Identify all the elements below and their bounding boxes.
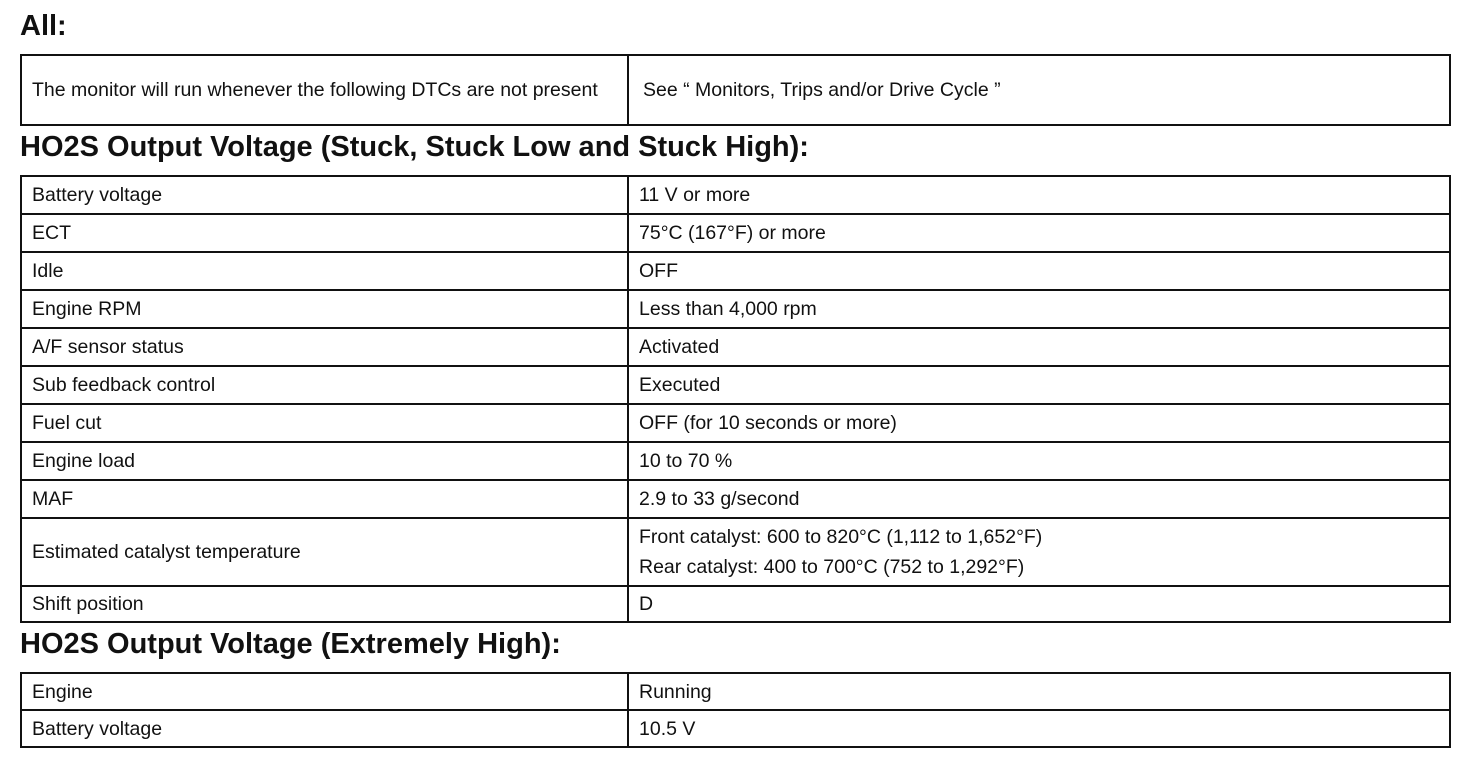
condition-label: ECT	[21, 214, 628, 252]
condition-label: Idle	[21, 252, 628, 290]
table-row	[21, 328, 1450, 366]
table-row	[21, 586, 1450, 622]
condition-value: 11 V or more	[628, 176, 1450, 214]
condition-value: OFF	[628, 252, 1450, 290]
condition-value: See “ Monitors, Trips and/or Drive Cycle ”	[628, 55, 1450, 125]
condition-value	[628, 518, 1450, 586]
condition-label: Shift position	[21, 586, 628, 622]
condition-label: Engine load	[21, 442, 628, 480]
condition-label: A/F sensor status	[21, 328, 628, 366]
table-row	[21, 252, 1450, 290]
condition-label: Engine RPM	[21, 290, 628, 328]
table-row	[21, 366, 1450, 404]
table-row	[21, 673, 1450, 710]
condition-value: 75°C (167°F) or more	[628, 214, 1450, 252]
condition-label: Estimated catalyst temperature	[21, 518, 628, 586]
table-row	[21, 214, 1450, 252]
condition-value: Less than 4,000 rpm	[628, 290, 1450, 328]
table-row	[21, 710, 1450, 747]
table-row	[21, 518, 1450, 586]
condition-label: Battery voltage	[21, 710, 628, 747]
condition-value: 10.5 V	[628, 710, 1450, 747]
table-row	[21, 404, 1450, 442]
table-row	[21, 176, 1450, 214]
table-row	[21, 480, 1450, 518]
section-title-all: All:	[20, 10, 67, 42]
condition-label: MAF	[21, 480, 628, 518]
condition-label: Fuel cut	[21, 404, 628, 442]
table-row	[21, 442, 1450, 480]
extremely-high-conditions-table	[20, 672, 1451, 748]
condition-label: Battery voltage	[21, 176, 628, 214]
front-catalyst-line: Front catalyst: 600 to 820°C (1,112 to 1,652°F)	[639, 526, 1043, 548]
condition-label: Sub feedback control	[21, 366, 628, 404]
condition-value: Activated	[628, 328, 1450, 366]
stuck-conditions-table	[20, 175, 1451, 623]
condition-value: Executed	[628, 366, 1450, 404]
rear-catalyst-line: Rear catalyst: 400 to 700°C (752 to 1,292°F)	[639, 556, 1025, 578]
condition-label: The monitor will run whenever the following DTCs are not present	[21, 55, 628, 125]
condition-value: 2.9 to 33 g/second	[628, 480, 1450, 518]
condition-label: Engine	[21, 673, 628, 710]
table-row	[21, 55, 1450, 125]
section-title-extremely-high: HO2S Output Voltage (Extremely High):	[20, 628, 561, 660]
condition-value: D	[628, 586, 1450, 622]
section-title-stuck: HO2S Output Voltage (Stuck, Stuck Low and Stuck High):	[20, 131, 809, 163]
condition-value: 10 to 70 %	[628, 442, 1450, 480]
condition-value: Running	[628, 673, 1450, 710]
all-conditions-table	[20, 54, 1451, 126]
table-row	[21, 290, 1450, 328]
condition-value: OFF (for 10 seconds or more)	[628, 404, 1450, 442]
